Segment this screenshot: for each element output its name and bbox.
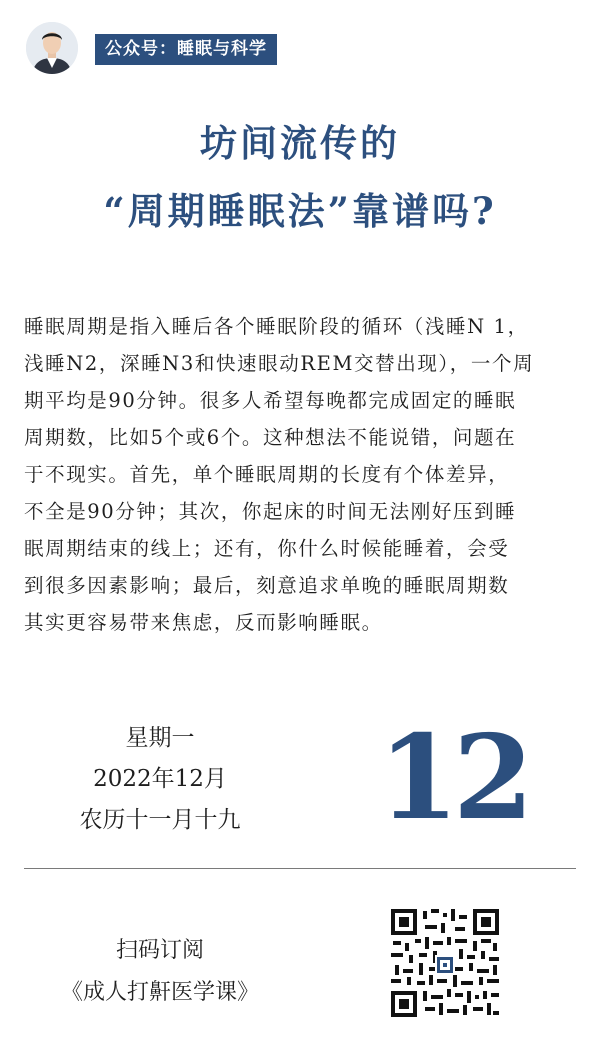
year-month: 2022年12月 (93, 766, 227, 792)
date-block (40, 718, 280, 841)
weekday: 星期一 (125, 725, 195, 751)
body-line: 其实更容易带来焦虑，反而影响睡眠。 (24, 611, 383, 634)
qr-code-icon[interactable] (389, 907, 501, 1019)
body-line: 期平均是90分钟。很多人希望每晚都完成固定的睡眠 (24, 389, 517, 412)
body-line: 睡眠周期是指入睡后各个睡眠阶段的循环（浅睡N 1， (24, 315, 529, 338)
subscribe-block (40, 930, 280, 1014)
title-line-1: 坊间流传的 (200, 121, 400, 165)
course-name: 《成人打鼾医学课》 (60, 980, 259, 1005)
body-line: 到很多因素影响；最后，刻意追求单晚的睡眠周期数 (24, 574, 510, 597)
body-line: 眠周期结束的线上；还有，你什么时候能睡着，会受 (24, 537, 510, 560)
title-line-2: “周期睡眠法”靠谱吗? (103, 189, 497, 233)
lunar-date: 农历十一月十九 (79, 807, 241, 833)
body-line: 周期数，比如5个或6个。这种想法不能说错，问题在 (24, 426, 517, 449)
author-avatar (26, 22, 78, 74)
day-number: 12 (378, 710, 528, 846)
divider (24, 868, 576, 869)
body-line: 不全是90分钟；其次，你起床的时间无法刚好压到睡 (24, 500, 517, 523)
subscribe-label: 扫码订阅 (115, 938, 204, 963)
body-line: 浅睡N2，深睡N3和快速眼动REM交替出现），一个周 (24, 352, 535, 375)
body-paragraph (24, 308, 580, 641)
body-line: 于不现实。首先，单个睡眠周期的长度有个体差异， (24, 463, 510, 486)
account-badge: 公众号：睡眠与科学 (95, 34, 277, 65)
